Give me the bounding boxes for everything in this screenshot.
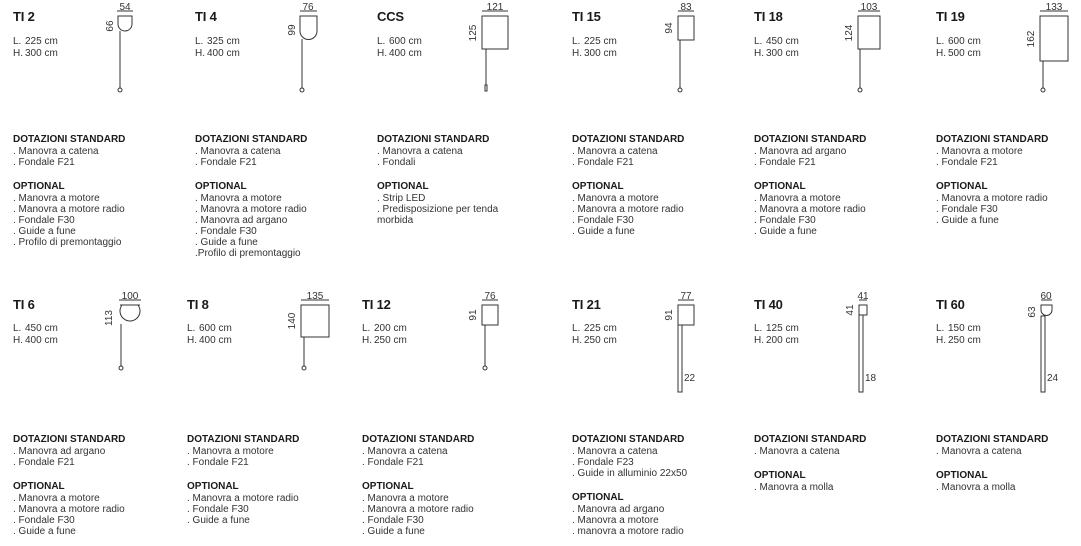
svg-text:94: 94 — [664, 22, 675, 34]
svg-text:125: 125 — [468, 24, 479, 42]
width-label: 54 — [119, 2, 131, 13]
product-code: TI 40 — [754, 297, 783, 312]
profile-drawing-guide — [660, 292, 710, 397]
profile-drawing-guide — [1024, 292, 1069, 397]
product-code: TI 2 — [13, 9, 35, 24]
product-dimensions: L. 600 cm H. 400 cm — [187, 323, 232, 346]
product-code: TI 4 — [195, 9, 217, 24]
product-dimensions: L. 600 cm H. 500 cm — [936, 36, 981, 59]
standard-equipment: DOTAZIONI STANDARD . Manovra a catena . Fondale F21 OPTIONAL . Manovra a motore . Manovra a motore radio . Fondale F30 . Guide a fune . Profilo di premontaggio — [13, 134, 126, 248]
profile-drawing-box — [1022, 4, 1072, 94]
product-dimensions: L. 200 cm H. 250 cm — [362, 323, 407, 346]
profile-drawing-round — [100, 292, 150, 377]
standard-equipment: DOTAZIONI STANDARD . Manovra a motore . Fondale F21 OPTIONAL . Manovra a motore radio . Fondale F30 . Guide a fune — [936, 134, 1049, 226]
standard-equipment: DOTAZIONI STANDARD . Manovra ad argano . Fondale F21 OPTIONAL . Manovra a motore . Manovra a motore radio . Fondale F30 . Guide a fune — [13, 434, 126, 537]
product-dimensions: L. 225 cm H. 300 cm — [572, 36, 617, 59]
product-dimensions: L. 450 cm H. 400 cm — [13, 323, 58, 346]
svg-text:83: 83 — [680, 2, 692, 13]
product-code: TI 15 — [572, 9, 601, 24]
product-code: CCS — [377, 9, 404, 24]
product-code: TI 12 — [362, 297, 391, 312]
profile-drawing-box — [840, 4, 890, 94]
svg-text:133: 133 — [1045, 2, 1063, 13]
standard-equipment: DOTAZIONI STANDARD . Manovra a catena . Fondale F21 OPTIONAL . Manovra a motore . Manovra a motore radio . Fondale F30 . Guide a fune — [362, 434, 475, 537]
svg-text:63: 63 — [1027, 306, 1038, 318]
svg-text:18: 18 — [865, 373, 877, 384]
product-dimensions: L. 600 cm H. 400 cm — [377, 36, 422, 59]
profile-drawing-box — [464, 4, 514, 94]
product-code: TI 6 — [13, 297, 35, 312]
svg-text:24: 24 — [1047, 373, 1059, 384]
profile-drawing-rounded — [283, 4, 323, 94]
svg-text:113: 113 — [104, 310, 115, 326]
svg-text:91: 91 — [468, 309, 479, 321]
height-label: 66 — [105, 20, 116, 32]
svg-text:22: 22 — [684, 373, 696, 384]
product-code: TI 19 — [936, 9, 965, 24]
profile-drawing-rounded — [100, 4, 140, 94]
svg-text:41: 41 — [845, 304, 856, 316]
svg-text:60: 60 — [1040, 291, 1052, 302]
svg-text:41: 41 — [857, 291, 869, 302]
product-code: TI 21 — [572, 297, 601, 312]
product-dimensions: L. 225 cm H. 250 cm — [572, 323, 617, 346]
standard-equipment: DOTAZIONI STANDARD . Manovra a catena . Fondale F21 OPTIONAL . Manovra a motore . Manovra a motore radio . Manovra ad argano . Fondale F30 . Guide a fune .Profilo di premontaggio — [195, 134, 308, 259]
product-code: TI 18 — [754, 9, 783, 24]
standard-equipment: DOTAZIONI STANDARD . Manovra a catena OPTIONAL . Manovra a molla — [754, 434, 867, 493]
standard-equipment: DOTAZIONI STANDARD . Manovra a catena . Fondale F21 OPTIONAL . Manovra a motore . Manovra a motore radio . Fondale F30 . Guide a fune — [572, 134, 685, 237]
standard-equipment: DOTAZIONI STANDARD . Manovra a motore . Fondale F21 OPTIONAL . Manovra a motore radio . Fondale F30 . Guide a fune — [187, 434, 300, 526]
product-dimensions: L. 125 cm H. 200 cm — [754, 323, 799, 346]
profile-drawing-box — [283, 292, 338, 377]
svg-text:76: 76 — [302, 2, 314, 13]
product-dimensions: L. 225 cm H. 300 cm — [13, 36, 58, 59]
profile-drawing-box — [660, 4, 700, 94]
svg-text:77: 77 — [680, 291, 692, 302]
svg-text:76: 76 — [484, 291, 496, 302]
svg-text:100: 100 — [121, 291, 139, 302]
standard-equipment: DOTAZIONI STANDARD . Manovra a catena OPTIONAL . Manovra a molla — [936, 434, 1049, 493]
svg-text:162: 162 — [1026, 30, 1037, 48]
svg-text:135: 135 — [306, 291, 324, 302]
svg-text:124: 124 — [844, 24, 855, 42]
svg-text:140: 140 — [287, 312, 298, 330]
svg-text:91: 91 — [664, 309, 675, 321]
product-dimensions: L. 150 cm H. 250 cm — [936, 323, 981, 346]
product-code: TI 8 — [187, 297, 209, 312]
standard-equipment: DOTAZIONI STANDARD . Manovra ad argano . Fondale F21 OPTIONAL . Manovra a motore . Manovra a motore radio . Fondale F30 . Guide a fune — [754, 134, 867, 237]
product-code: TI 60 — [936, 297, 965, 312]
standard-equipment: DOTAZIONI STANDARD . Manovra a catena . Fondali OPTIONAL . Strip LED . Predisposizione per tenda morbida — [377, 134, 499, 226]
profile-drawing-box — [464, 292, 509, 377]
standard-equipment: DOTAZIONI STANDARD . Manovra a catena . Fondale F23 . Guide in alluminio 22x50 OPTIONAL . Manovra ad argano . Manovra a motore . manovra a motore radio — [572, 434, 688, 537]
product-dimensions: L. 325 cm H. 400 cm — [195, 36, 240, 59]
svg-text:121: 121 — [486, 2, 504, 13]
product-dimensions: L. 450 cm H. 300 cm — [754, 36, 799, 59]
profile-drawing-guide — [842, 292, 882, 397]
svg-text:99: 99 — [287, 24, 298, 36]
svg-text:103: 103 — [860, 2, 878, 13]
